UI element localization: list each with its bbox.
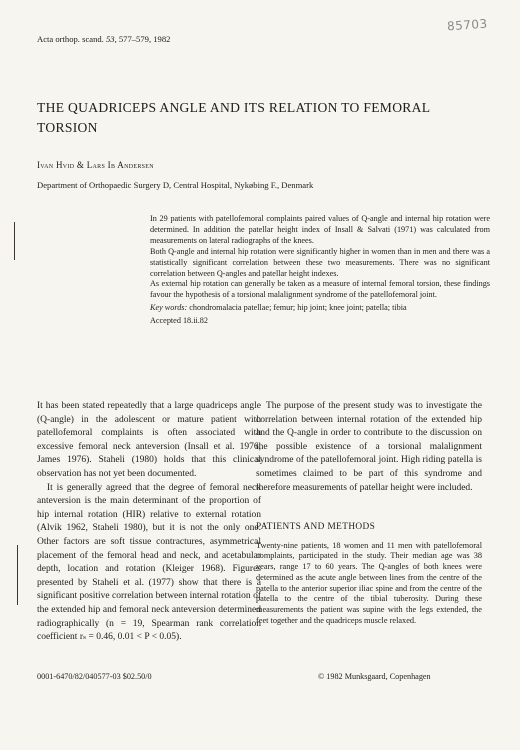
copyright: © 1982 Munksgaard, Copenhagen [318,672,431,681]
margin-mark-body [17,545,18,605]
keywords [150,303,490,314]
journal-volume: 53 [105,34,115,44]
journal-reference [37,34,170,44]
body-column-left [37,400,261,645]
journal-name: Acta orthop. scand. [37,34,106,44]
affiliation: Department of Orthopaedic Surgery D, Central Hospital, Nykøbing F., Denmark [37,180,314,190]
abstract-paragraph: As external hip rotation can generally be taken as a measure of internal femoral torsion, these findings favour the hypothesis of a torsional malalignment syndrome of the patellofemoral joint. [150,279,490,300]
journal-pages-year: , 577–579, 1982 [114,34,171,44]
abstract-paragraph: Both Q-angle and internal hip rotation were significantly higher in women than in men and there was a statistically significant correlation between these two measurements. There was no significant correlation between Q-angles and patellar height indexes. [150,246,490,278]
abstract-paragraph: In 29 patients with patellofemoral complaints paired values of Q-angle and internal hip rotation were determined. In addition the patellar height index of Insall & Salvati (1971) was calculated from measurements on lateral radiographs of the knees. [150,214,490,245]
authors: Ivan Hvid & Lars Ib Andersen [37,160,154,170]
body-column-right [256,400,482,626]
keywords-list: chondromalacia patellae; femur; hip joint; knee joint; patella; tibia [187,303,407,313]
abstract [150,214,490,327]
section-heading: PATIENTS AND METHODS [256,522,376,533]
title-line-1: THE QUADRICEPS ANGLE AND ITS RELATION TO FEMORAL [37,100,431,115]
methods-paragraph: Twenty-nine patients, 18 women and 11 men with patellofemoral complaints, participated in the study. Their median age was 38 years, range 17 to 60 years. The Q-angles of both knees were determined as the acute angle between lines from the centre of the patella to the anterior superior iliac spine and from the centre of the patella to the centre of the tibial tuberosity. During these measurements the patient was supine with the legs extended, the feet together and the quadriceps muscle relaxed. [256,540,482,625]
accepted-date: Accepted 18.ii.82 [150,316,208,326]
title-line-2: TORSION [37,120,98,135]
article-code: 0001-6470/82/040577-03 $02.50/0 [37,672,152,681]
keywords-label: Key words: [150,303,188,313]
article-title [37,98,477,138]
margin-mark-abstract [14,222,15,260]
body-paragraph: The purpose of the present study was to investigate the correlation between internal rotation of the extended hip and the Q-angle in order to contribute to the discussion on the possible existence of a torsional malalignment syndrome of the patellofemoral joint. High riding patella is sometimes claimed to be part of this syndrome and therefore measurements of patellar height were included. [256,401,482,493]
body-paragraph: It is generally agreed that the degree of femoral neck anteversion is the main determinant of the proportion of hip internal rotation (HIR) relative to external rotation (Alvik 1962, Staheli 1980), but it is not the only one. Other factors are soft tissue contractures, asymmetrical placement of the femoral head and neck, and acetabular depth, location and rotation (Kleiger 1968). Figures presented by Staheli et al. (1977) show that there is a significant positive correlation between internal rotation of the extended hip and femoral neck anteversion determined radiographically (n = 19, Spearman rank correlation coefficient rₛ = 0.46, 0.01 < P < 0.05). [37,482,261,643]
body-paragraph: It has been stated repeatedly that a large quadriceps angle (Q-angle) in the adolescent or mature patient with patellofemoral complaints is often associated with excessive femoral neck anteversion (Insall et al. 1976, James 1976). Staheli (1980) holds that this clinical observation has not yet been documented. [37,401,261,479]
handwritten-number: 85703 [446,16,489,34]
